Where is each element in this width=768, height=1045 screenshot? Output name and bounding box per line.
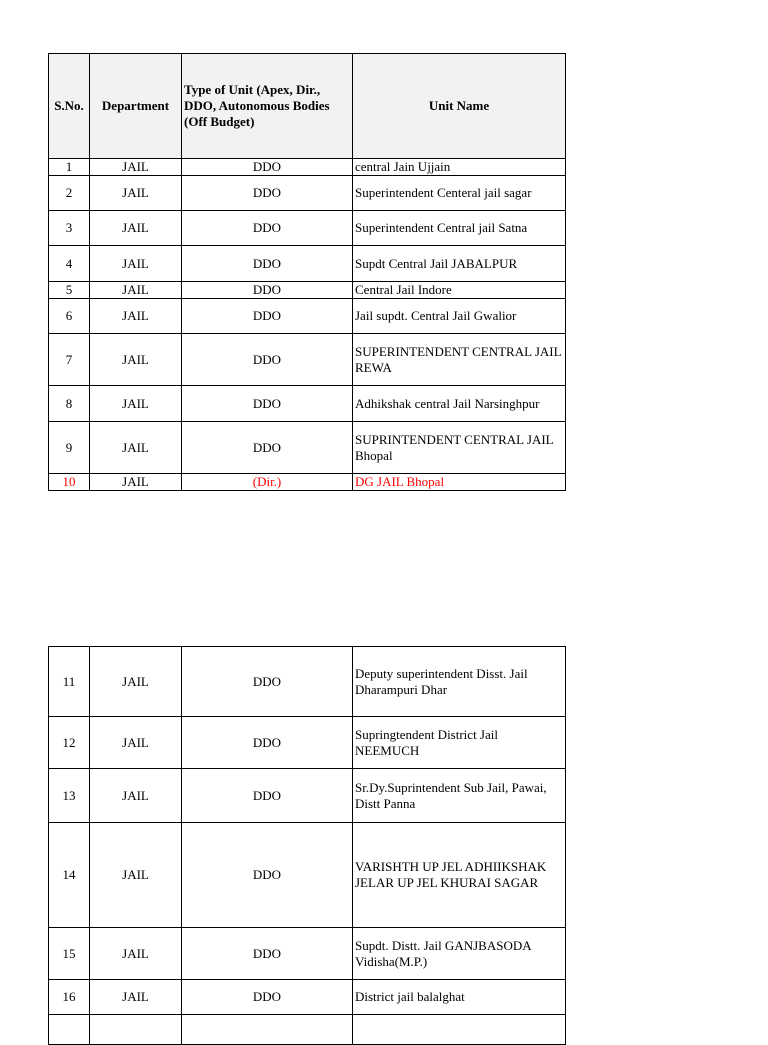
cell-unit-name bbox=[353, 1015, 566, 1045]
table-row bbox=[49, 422, 566, 474]
cell-department: JAIL bbox=[90, 422, 182, 474]
cell-unit-name: Central Jail Indore bbox=[353, 282, 566, 299]
cell-type: DDO bbox=[182, 386, 353, 422]
cell-sno: 6 bbox=[49, 299, 90, 334]
cell-sno: 11 bbox=[49, 647, 90, 717]
cell-type: DDO bbox=[182, 282, 353, 299]
table-row bbox=[49, 176, 566, 211]
cell-type: DDO bbox=[182, 823, 353, 928]
cell-department: JAIL bbox=[90, 176, 182, 211]
cell-department: JAIL bbox=[90, 474, 182, 491]
cell-type: DDO bbox=[182, 299, 353, 334]
cell-sno bbox=[49, 1015, 90, 1045]
unit-table-1 bbox=[48, 53, 566, 491]
cell-type: DDO bbox=[182, 647, 353, 717]
cell-type: DDO bbox=[182, 159, 353, 176]
header-type-of-unit: Type of Unit (Apex, Dir., DDO, Autonomous Bodies (Off Budget) bbox=[182, 54, 353, 159]
cell-unit-name: VARISHTH UP JEL ADHIIKSHAK JELAR UP JEL KHURAI SAGAR bbox=[353, 823, 566, 928]
cell-unit-name: Jail supdt. Central Jail Gwalior bbox=[353, 299, 566, 334]
table-row bbox=[49, 282, 566, 299]
cell-unit-name: SUPERINTENDENT CENTRAL JAIL REWA bbox=[353, 334, 566, 386]
table-header-row bbox=[49, 54, 566, 159]
cell-department: JAIL bbox=[90, 211, 182, 246]
cell-department: JAIL bbox=[90, 334, 182, 386]
cell-department: JAIL bbox=[90, 717, 182, 769]
table-row bbox=[49, 211, 566, 246]
cell-sno: 2 bbox=[49, 176, 90, 211]
header-sno: S.No. bbox=[49, 54, 90, 159]
cell-unit-name: District jail balalghat bbox=[353, 980, 566, 1015]
cell-department: JAIL bbox=[90, 647, 182, 717]
unit-table-2 bbox=[48, 646, 566, 1045]
cell-sno: 9 bbox=[49, 422, 90, 474]
cell-sno: 4 bbox=[49, 246, 90, 282]
cell-sno: 1 bbox=[49, 159, 90, 176]
cell-unit-name: Adhikshak central Jail Narsinghpur bbox=[353, 386, 566, 422]
cell-department: JAIL bbox=[90, 299, 182, 334]
cell-unit-name: Deputy superintendent Disst. Jail Dharampuri Dhar bbox=[353, 647, 566, 717]
cell-type: DDO bbox=[182, 176, 353, 211]
cell-unit-name: Sr.Dy.Suprintendent Sub Jail, Pawai, Distt Panna bbox=[353, 769, 566, 823]
cell-sno: 13 bbox=[49, 769, 90, 823]
cell-department bbox=[90, 1015, 182, 1045]
cell-sno: 8 bbox=[49, 386, 90, 422]
cell-sno: 16 bbox=[49, 980, 90, 1015]
cell-unit-name: Superintendent Central jail Satna bbox=[353, 211, 566, 246]
cell-type: DDO bbox=[182, 769, 353, 823]
cell-department: JAIL bbox=[90, 769, 182, 823]
cell-department: JAIL bbox=[90, 159, 182, 176]
cell-department: JAIL bbox=[90, 980, 182, 1015]
cell-type: DDO bbox=[182, 717, 353, 769]
cell-sno: 3 bbox=[49, 211, 90, 246]
table-row-highlighted bbox=[49, 474, 566, 491]
cell-type: DDO bbox=[182, 246, 353, 282]
cell-type: (Dir.) bbox=[182, 474, 353, 491]
cell-sno: 14 bbox=[49, 823, 90, 928]
cell-department: JAIL bbox=[90, 282, 182, 299]
cell-sno: 15 bbox=[49, 928, 90, 980]
cell-department: JAIL bbox=[90, 823, 182, 928]
cell-sno: 12 bbox=[49, 717, 90, 769]
cell-type: DDO bbox=[182, 211, 353, 246]
cell-unit-name: Superintendent Centeral jail sagar bbox=[353, 176, 566, 211]
header-department: Department bbox=[90, 54, 182, 159]
table-row bbox=[49, 386, 566, 422]
cell-type: DDO bbox=[182, 334, 353, 386]
table-row bbox=[49, 1015, 566, 1045]
table-row bbox=[49, 246, 566, 282]
table-row bbox=[49, 928, 566, 980]
cell-department: JAIL bbox=[90, 386, 182, 422]
table-row bbox=[49, 647, 566, 717]
table-row bbox=[49, 159, 566, 176]
cell-department: JAIL bbox=[90, 246, 182, 282]
cell-unit-name: Supdt Central Jail JABALPUR bbox=[353, 246, 566, 282]
table-row bbox=[49, 299, 566, 334]
cell-unit-name: SUPRINTENDENT CENTRAL JAIL Bhopal bbox=[353, 422, 566, 474]
cell-sno: 7 bbox=[49, 334, 90, 386]
table-row bbox=[49, 980, 566, 1015]
cell-type: DDO bbox=[182, 422, 353, 474]
cell-unit-name: DG JAIL Bhopal bbox=[353, 474, 566, 491]
cell-unit-name: central Jain Ujjain bbox=[353, 159, 566, 176]
cell-type: DDO bbox=[182, 980, 353, 1015]
cell-sno: 10 bbox=[49, 474, 90, 491]
table-row bbox=[49, 717, 566, 769]
table-row bbox=[49, 334, 566, 386]
cell-unit-name: Supringtendent District Jail NEEMUCH bbox=[353, 717, 566, 769]
table-row bbox=[49, 823, 566, 928]
table-row bbox=[49, 769, 566, 823]
cell-type bbox=[182, 1015, 353, 1045]
cell-sno: 5 bbox=[49, 282, 90, 299]
cell-unit-name: Supdt. Distt. Jail GANJBASODA Vidisha(M.P.) bbox=[353, 928, 566, 980]
header-unit-name: Unit Name bbox=[353, 54, 566, 159]
cell-department: JAIL bbox=[90, 928, 182, 980]
cell-type: DDO bbox=[182, 928, 353, 980]
